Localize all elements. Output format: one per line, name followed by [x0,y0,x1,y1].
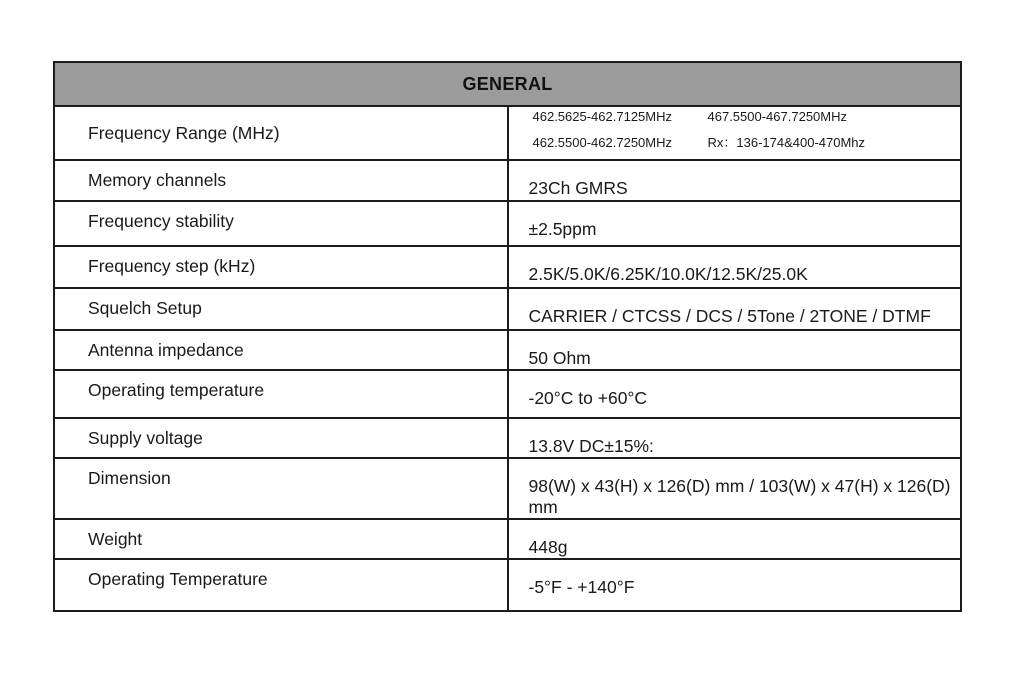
table-row [54,370,961,418]
frequency-value: Rx：136-174&400-470Mhz [707,135,866,150]
row-label: Frequency Range (MHz) [54,106,508,160]
row-label: Antenna impedance [54,330,508,370]
header-row [54,62,961,106]
frequency-value: 467.5500-467.7250MHz [707,109,847,124]
row-value: 98(W) x 43(H) x 126(D) mm / 103(W) x 47(H) x 126(D) mm [508,458,962,519]
frequency-value: 462.5500-462.7250MHz [532,135,672,150]
row-label: Supply voltage [54,418,508,458]
frequency-range-values [508,106,962,160]
row-value: 23Ch GMRS [508,160,962,201]
table-row [54,160,961,201]
table-row [54,201,961,246]
row-label: Dimension [54,458,508,519]
table-row [54,418,961,458]
row-label: Squelch Setup [54,288,508,330]
table-row [54,106,961,160]
table-row [54,246,961,288]
table-row [54,330,961,370]
table-row [54,458,961,519]
row-value: ±2.5ppm [508,201,962,246]
row-value: 2.5K/5.0K/6.25K/10.0K/12.5K/25.0K [508,246,962,288]
row-label: Frequency stability [54,201,508,246]
frequency-value: 462.5625-462.7125MHz [532,109,672,124]
row-value: -20°C to +60°C [508,370,962,418]
table-row [54,559,961,611]
table-row [54,288,961,330]
row-label: Memory channels [54,160,508,201]
row-value: 13.8V DC±15%: [508,418,962,458]
row-value: 50 Ohm [508,330,962,370]
row-value: -5°F - +140°F [508,559,962,611]
frequency-line [533,133,961,159]
spec-table [53,61,962,612]
row-label: Frequency step (kHz) [54,246,508,288]
row-value: 448g [508,519,962,559]
frequency-line [533,107,961,133]
table-row [54,519,961,559]
table-title: GENERAL [54,62,961,106]
row-value: CARRIER / CTCSS / DCS / 5Tone / 2TONE / DTMF [508,288,962,330]
row-label: Operating temperature [54,370,508,418]
row-label: Weight [54,519,508,559]
row-label: Operating Temperature [54,559,508,611]
